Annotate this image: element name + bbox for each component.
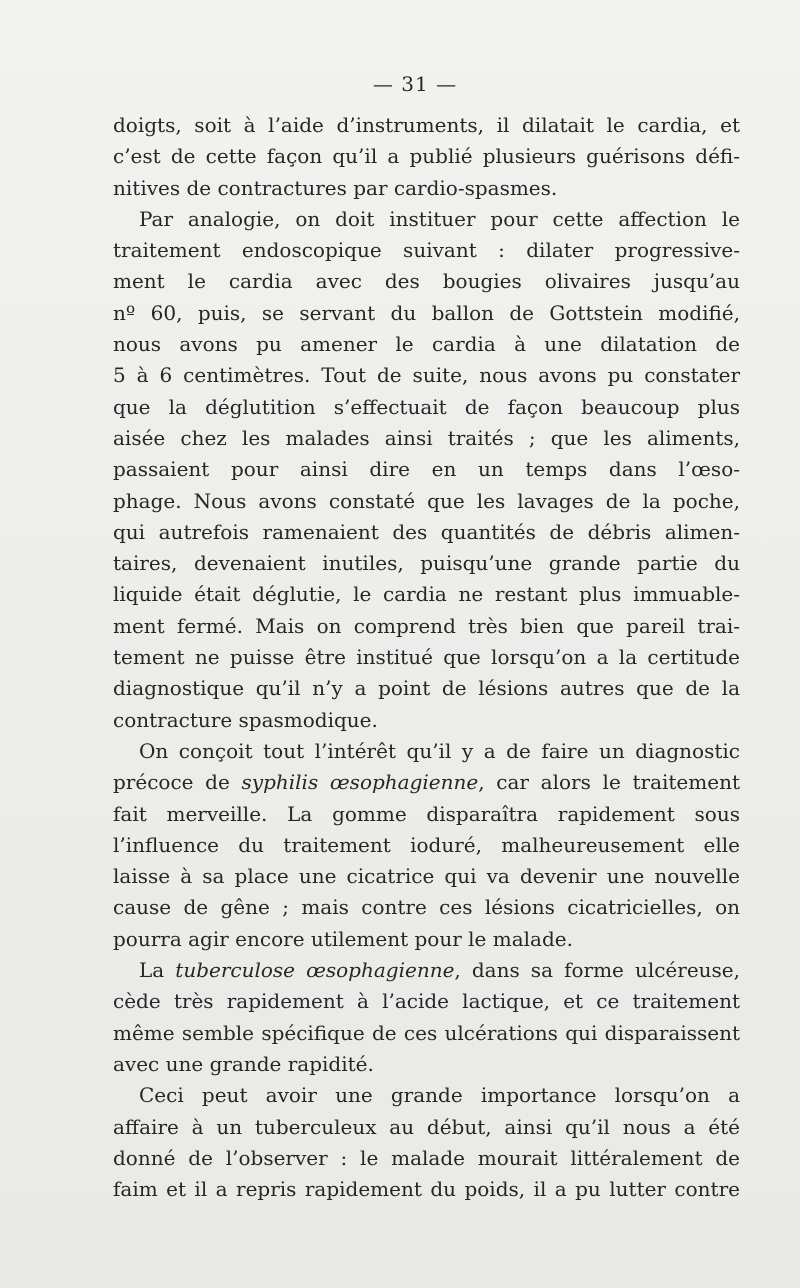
paragraph-line [113,767,740,798]
paragraph-line: pourra agir encore utilement pour le malade. [113,926,573,951]
paragraph-line: passaient pour ainsi dire en un temps dans l’œso- [113,457,740,482]
paragraph-line: fait merveille. La gomme disparaîtra rapidement sous [113,801,740,826]
paragraph-line: cause de gêne ; mais contre ces lésions cicatricielles, on [113,895,740,920]
paragraph-line: nº 60, puis, se servant du ballon de Gottstein modifié, [113,300,740,325]
paragraph-line: 5 à 6 centimètres. Tout de suite, nous avons pu constater [113,363,740,388]
paragraph-line: diagnostique qu’il n’y a point de lésions autres que de la [113,676,740,701]
paragraph-line: qui autrefois ramenaient des quantités de débris alimen- [113,519,740,544]
paragraph-line: nous avons pu amener le cardia à une dilatation de [113,332,740,357]
paragraph-line: ment fermé. Mais on comprend très bien que pareil trai- [113,613,740,638]
text-run: précoce de [113,770,242,795]
paragraph-line: avec une grande rapidité. [113,1051,374,1076]
paragraph-line: nitives de contractures par cardio-spasmes. [113,175,558,200]
body-text [113,110,740,1205]
paragraph-line: laisse à sa place une cicatrice qui va devenir une nouvelle [113,864,740,889]
paragraph-line: On conçoit tout l’intérêt qu’il y a de faire un diagnostic [139,738,740,763]
paragraph-line: Par analogie, on doit instituer pour cette affection le [139,206,740,231]
page-number: — 31 — [372,72,458,96]
text-run: La [139,958,176,983]
paragraph-line: c’est de cette façon qu’il a publié plusieurs guérisons défi- [113,144,740,169]
paragraph-line: cède très rapidement à l’acide lactique, et ce traitement [113,989,740,1014]
paragraph-line: phage. Nous avons constaté que les lavages de la poche, [113,488,740,513]
paragraph-line: liquide était déglutie, le cardia ne restant plus immuable- [113,582,740,607]
italic-term: syphilis œsophagienne [241,770,479,795]
paragraph-line: même semble spécifique de ces ulcérations qui disparaissent [113,1020,740,1045]
paragraph-line: contracture spasmodique. [113,707,378,732]
paragraph-line: affaire à un tuberculeux au début, ainsi qu’il nous a été [113,1114,740,1139]
paragraph-line: traitement endoscopique suivant : dilater progressive- [113,238,740,263]
text-run: , car alors le traitement [478,770,740,795]
paragraph-line: Ceci peut avoir une grande importance lorsqu’on a [139,1083,740,1108]
paragraph-line: aisée chez les malades ainsi traités ; que les aliments, [113,425,740,450]
paragraph-line: doigts, soit à l’aide d’instruments, il dilatait le cardia, et [113,113,740,137]
paragraph-line: que la déglutition s’effectuait de façon beaucoup plus [113,394,740,419]
italic-term: tuberculose œsophagienne [175,958,455,983]
paragraph-line: donné de l’observer : le malade mourait littéralement de [113,1145,740,1170]
paragraph-line [113,955,740,986]
paragraph-line: faim et il a repris rapidement du poids, il a pu lutter contre [113,1177,740,1202]
paragraph-line: l’influence du traitement ioduré, malheureusement elle [113,832,740,857]
paragraph-line: tement ne puisse être institué que lorsqu’on a la certitude [113,645,740,670]
paragraph-line: taires, devenaient inutiles, puisqu’une grande partie du [113,551,740,576]
text-run: , dans sa forme ulcéreuse, [454,958,740,983]
paragraph-line: ment le cardia avec des bougies olivaires jusqu’au [113,269,740,294]
